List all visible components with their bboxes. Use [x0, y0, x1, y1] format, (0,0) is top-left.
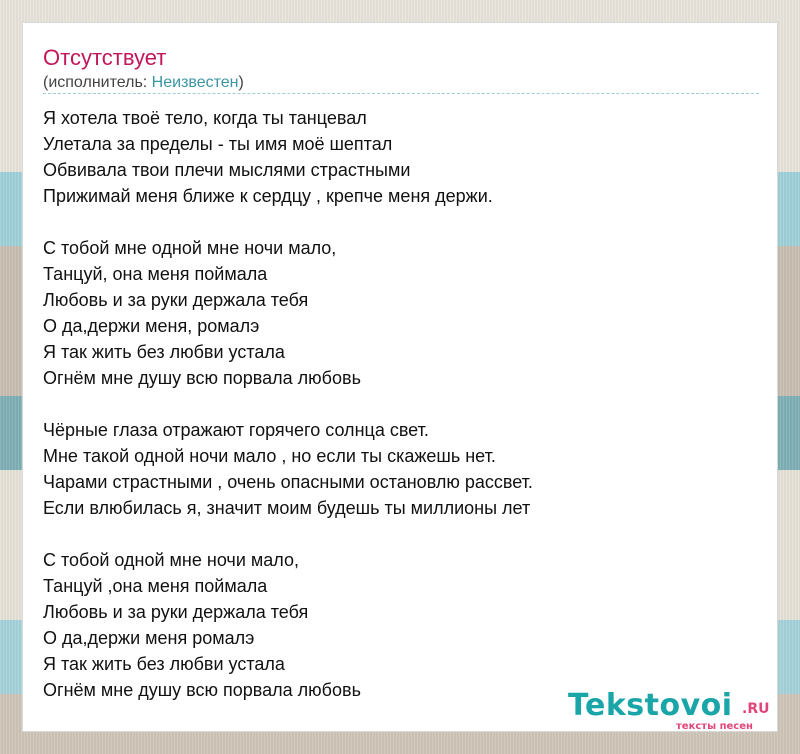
lyric-line: О да,держи меня ромалэ: [43, 628, 255, 648]
artist-suffix: ): [238, 74, 244, 91]
stanza: [43, 235, 759, 391]
lyric-line: Огнём мне душу всю порвала любовь: [43, 680, 361, 700]
lyric-line: С тобой одной мне ночи мало,: [43, 550, 299, 570]
lyric-line: О да,держи меня, ромалэ: [43, 316, 260, 336]
lyric-line: Если влюбилась я, значит моим будешь ты миллионы лет: [43, 498, 531, 518]
stanza: [43, 417, 759, 521]
lyric-line: Я так жить без любви устала: [43, 654, 285, 674]
lyric-line: Чарами страстными , очень опасными остановлю рассвет.: [43, 472, 533, 492]
lyric-line: Обвивала твои плечи мыслями страстными: [43, 160, 411, 180]
lyric-line: Я хотела твоё тело, когда ты танцевал: [43, 108, 367, 128]
logo-tld: .RU: [742, 701, 770, 717]
artist-link[interactable]: Неизвестен: [151, 74, 239, 91]
logo-name: Tekstovoi: [568, 688, 733, 723]
lyrics-card: [22, 22, 778, 732]
lyric-line: Любовь и за руки держала тебя: [43, 290, 309, 310]
lyric-line: Чёрные глаза отражают горячего солнца свет.: [43, 420, 429, 440]
stanza: [43, 547, 759, 703]
site-logo[interactable]: [568, 688, 774, 738]
lyric-line: Улетала за пределы - ты имя моё шептал: [43, 134, 393, 154]
artist-prefix: (исполнитель:: [43, 74, 152, 91]
lyric-line: Мне такой одной ночи мало , но если ты скажешь нет.: [43, 446, 496, 466]
artist-line: [43, 73, 244, 93]
title-separator: [43, 93, 759, 94]
lyric-line: Я так жить без любви устала: [43, 342, 285, 362]
logo-tagline: тексты песен: [676, 721, 753, 732]
lyric-line: Любовь и за руки держала тебя: [43, 602, 309, 622]
song-title: Отсутствует: [43, 45, 167, 70]
stanza: [43, 105, 759, 209]
lyric-line: Танцуй, она меня поймала: [43, 264, 268, 284]
lyrics-text: [43, 105, 759, 703]
lyric-line: С тобой мне одной мне ночи мало,: [43, 238, 337, 258]
lyric-line: Танцуй ,она меня поймала: [43, 576, 268, 596]
lyric-line: Огнём мне душу всю порвала любовь: [43, 368, 361, 388]
lyric-line: Прижимай меня ближе к сердцу , крепче меня держи.: [43, 186, 493, 206]
